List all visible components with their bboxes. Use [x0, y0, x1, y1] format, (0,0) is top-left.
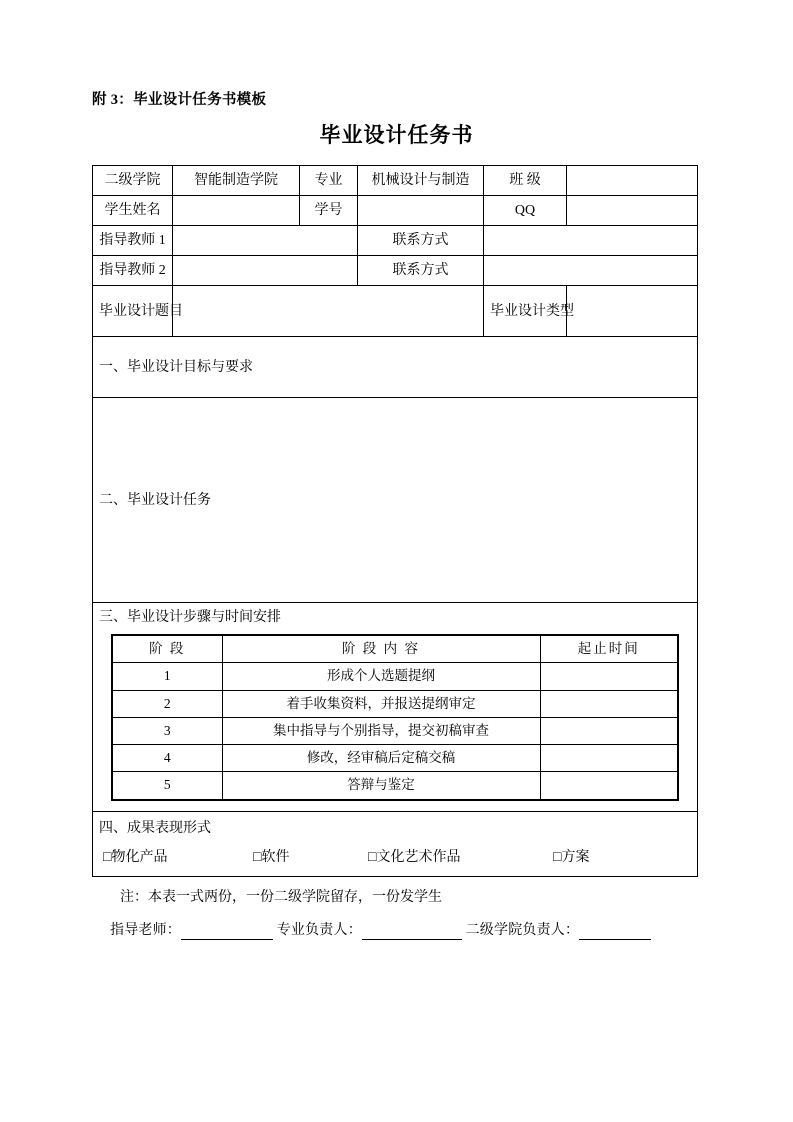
table-row — [93, 256, 698, 286]
student-name-value[interactable] — [173, 196, 300, 226]
college-head-label: 二级学院负责人： — [465, 922, 580, 938]
schedule-content: 修改，经审稿后定稿交稿 — [222, 745, 540, 772]
table-row — [93, 286, 698, 337]
major-head-label: 专业负责人： — [276, 922, 362, 938]
major-head-field[interactable] — [362, 923, 462, 940]
schedule-content: 答辩与鉴定 — [222, 772, 540, 800]
table-row — [93, 166, 698, 196]
schedule-header-time: 起止时间 — [540, 635, 678, 663]
schedule-stage: 2 — [112, 690, 222, 717]
checkbox-cultural-artwork[interactable]: □文化艺术作品 — [368, 849, 461, 865]
qq-label: QQ — [484, 196, 567, 226]
advisor2-value[interactable] — [173, 256, 358, 286]
schedule-header-stage: 阶 段 — [112, 635, 222, 663]
topic-label: 毕业设计题目 — [93, 286, 173, 337]
student-name-label: 学生姓名 — [93, 196, 173, 226]
schedule-table — [111, 634, 679, 801]
schedule-content: 集中指导与个别指导，提交初稿审查 — [222, 717, 540, 744]
class-label: 班 级 — [484, 166, 567, 196]
table-row — [93, 603, 698, 812]
section-schedule-label: 三、毕业设计步骤与时间安排 — [99, 610, 281, 625]
advisor1-value[interactable] — [173, 226, 358, 256]
section-results — [93, 811, 698, 876]
qq-value[interactable] — [567, 196, 698, 226]
schedule-time[interactable] — [540, 772, 678, 800]
type-label: 毕业设计类型 — [484, 286, 567, 337]
table-row — [112, 690, 678, 717]
footer-note: 注：本表一式两份，一份二级学院留存，一份发学生 — [120, 889, 442, 905]
class-value[interactable] — [567, 166, 698, 196]
schedule-time[interactable] — [540, 690, 678, 717]
section-goals-label: 一、毕业设计目标与要求 — [93, 337, 698, 398]
contact2-label: 联系方式 — [358, 256, 484, 286]
table-row — [93, 398, 698, 603]
section-tasks-label: 二、毕业设计任务 — [93, 398, 698, 603]
student-id-value[interactable] — [358, 196, 484, 226]
schedule-header-row — [112, 635, 678, 663]
advisor-signature-field[interactable] — [181, 923, 273, 940]
schedule-time[interactable] — [540, 717, 678, 744]
schedule-stage: 4 — [112, 745, 222, 772]
type-value[interactable] — [567, 286, 698, 337]
schedule-stage: 1 — [112, 663, 222, 690]
table-row — [93, 226, 698, 256]
checkbox-plan[interactable]: □方案 — [553, 849, 590, 865]
table-row — [112, 717, 678, 744]
college-label: 二级学院 — [93, 166, 173, 196]
advisor2-label: 指导教师 2 — [93, 256, 173, 286]
schedule-content: 形成个人选题提纲 — [222, 663, 540, 690]
student-id-label: 学号 — [300, 196, 358, 226]
contact1-value[interactable] — [484, 226, 698, 256]
advisor1-label: 指导教师 1 — [93, 226, 173, 256]
schedule-stage: 5 — [112, 772, 222, 800]
contact2-value[interactable] — [484, 256, 698, 286]
table-row — [93, 337, 698, 398]
topic-value[interactable] — [173, 286, 484, 337]
checkbox-software[interactable]: □软件 — [253, 849, 290, 865]
task-book-table — [92, 165, 698, 877]
table-row — [112, 772, 678, 800]
page-title: 毕业设计任务书 — [319, 123, 474, 147]
checkbox-physical-product[interactable]: □物化产品 — [103, 849, 168, 865]
signature-line — [110, 919, 701, 940]
section-results-label: 四、成果表现形式 — [99, 820, 211, 836]
college-head-field[interactable] — [579, 923, 651, 940]
major-value[interactable]: 机械设计与制造 — [358, 166, 484, 196]
schedule-stage: 3 — [112, 717, 222, 744]
schedule-time[interactable] — [540, 663, 678, 690]
table-row — [112, 745, 678, 772]
contact1-label: 联系方式 — [358, 226, 484, 256]
major-label: 专业 — [300, 166, 358, 196]
table-row — [93, 811, 698, 876]
table-row — [112, 663, 678, 690]
schedule-time[interactable] — [540, 745, 678, 772]
schedule-header-content: 阶 段 内 容 — [222, 635, 540, 663]
advisor-signature-label: 指导老师： — [110, 922, 181, 938]
result-options — [99, 839, 691, 872]
attachment-label: 附 3：毕业设计任务书模板 — [92, 92, 267, 108]
section-schedule — [93, 603, 698, 812]
table-row — [93, 196, 698, 226]
college-value[interactable]: 智能制造学院 — [173, 166, 300, 196]
schedule-content: 着手收集资料，并报送提纲审定 — [222, 690, 540, 717]
